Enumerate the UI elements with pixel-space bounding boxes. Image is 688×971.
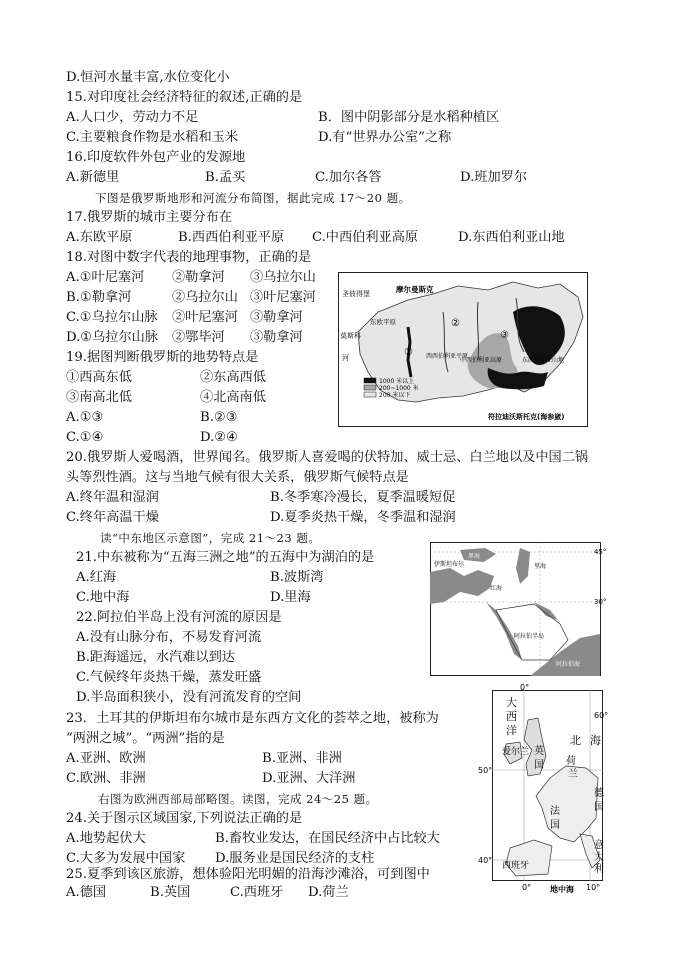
label-atlantic-2: 西 (506, 710, 517, 723)
label-atlantic-3: 洋 (506, 724, 517, 737)
label-nl-2: 兰 (568, 769, 578, 780)
q22-stem: 22.阿拉伯半岛上没有河流的原因是 (76, 610, 282, 625)
q19-statement-3: ③南高北低 (66, 390, 132, 405)
q21-option-d: D.里海 (270, 590, 311, 605)
q22-option-a: A.没有山脉分布，不易发育河流 (76, 630, 262, 645)
q18-option-b-1: B.①勒拿河 (66, 290, 132, 305)
q25-option-b: B.英国 (150, 885, 191, 900)
q20-option-c: C.终年高温干燥 (66, 510, 159, 525)
label-lon-0-top: 0° (520, 683, 530, 692)
q24-option-c: C.大多为发展中国家 (66, 851, 186, 866)
label-central-siberian-plateau: 中西伯利亚高原 (460, 357, 503, 364)
q17-option-d: D.东西伯利亚山地 (458, 230, 565, 245)
label-caspian: 里海 (534, 563, 547, 570)
legend-swatch-low (364, 392, 376, 397)
label-east-european-plain: 东欧平原 (370, 318, 396, 326)
label-st-petersburg: 圣彼得堡 (342, 290, 370, 298)
q18-option-c-3: ③勒拿河 (250, 310, 303, 325)
q19-option-b: B.②③ (200, 410, 238, 425)
label-atlantic-1: 大 (506, 696, 517, 709)
q15-option-a: A.人口少，劳动力不足 (66, 110, 199, 125)
label-lat-30: 30° (594, 598, 607, 606)
label-de-1: 德 (594, 788, 604, 799)
q18-option-b-3: ③叶尼塞河 (250, 290, 316, 305)
legend-low: 200 米以下 (379, 392, 411, 399)
intro-17-20: 下图是俄罗斯地形和河流分布简图，据此完成 17～20 题。 (95, 191, 411, 205)
q19-statement-2: ②东高西低 (200, 370, 266, 385)
q18-option-a-3: ③乌拉尔山 (250, 270, 316, 285)
label-it-3: 利 (594, 864, 604, 875)
q19-option-a: A.①③ (66, 410, 104, 425)
q17-option-a: A.东欧平原 (66, 230, 133, 245)
q25-option-a: A.德国 (66, 885, 107, 900)
q25-stem: 25.夏季到该区旅游，想体验阳光明媚的沿海沙滩浴，可到图中 (66, 867, 430, 882)
q22-option-b: B.距海遥远，水汽难以到达 (76, 650, 235, 665)
label-lat-40: 40° (478, 856, 493, 865)
legend-high: 1000 米以上 (379, 378, 415, 385)
q16-stem: 16.印度软件外包产业的发源地 (66, 150, 246, 165)
label-vladivostok: 符拉迪沃斯托克(海参崴) (488, 413, 565, 421)
label-nl-1: 荷 (566, 756, 576, 767)
q16-option-d: D.班加罗尔 (460, 170, 528, 185)
legend-mid: 200~1000 米 (379, 385, 419, 392)
q17-option-c: C.中西伯利亚高原 (312, 230, 419, 245)
legend-swatch-high (364, 378, 376, 383)
label-uk-2: 国 (534, 760, 544, 771)
label-red-sea: 红海 (490, 585, 503, 592)
label-lon-0: 0° (522, 883, 532, 892)
label-istanbul: 伊斯坦布尔 (434, 561, 465, 568)
label-moscow: 莫斯科 (340, 332, 361, 340)
intro-21-23: 读“中东地区示意图”，完成 21～23 题。 (100, 531, 321, 545)
q24-option-b: B.畜牧业发达，在国民经济中占比较大 (215, 831, 440, 846)
label-ireland: 爱尔兰 (502, 747, 530, 757)
q23-option-c: C.欧洲、非洲 (66, 771, 146, 786)
q20-option-d: D.夏季炎热干燥，冬季温和湿润 (270, 510, 456, 525)
label-mediterranean: 地中海 (550, 885, 574, 894)
label-lon-10: 10° (586, 883, 601, 892)
q17-stem: 17.俄罗斯的城市主要分布在 (66, 210, 233, 225)
middle-east-map (430, 542, 608, 686)
q18-option-b-2: ②乌拉尔山 (172, 290, 238, 305)
label-uk-1: 英 (534, 746, 544, 757)
label-lat-60: 60° (594, 711, 609, 720)
q18-option-c-1: C.①乌拉尔山脉 (66, 310, 158, 325)
label-fr-1: 法 (550, 806, 560, 817)
q17-option-b: B.西西伯利亚平原 (178, 230, 285, 245)
label-lat-45: 45° (594, 548, 607, 556)
q21-option-a: A.红海 (76, 570, 117, 585)
q19-option-c: C.①④ (66, 430, 104, 445)
q16-option-b: B.孟买 (205, 170, 246, 185)
q14-option-d: D.恒河水量丰富,水位变化小 (66, 70, 230, 85)
q23-option-a: A.亚洲、欧洲 (66, 751, 146, 766)
q15-option-c: C.主要粮食作物是水稻和玉米 (66, 130, 239, 145)
q19-stem: 19.据图判断俄罗斯的地势特点是 (66, 350, 259, 365)
q15-option-b: B．图中阴影部分是水稻种植区 (318, 110, 500, 125)
europe-map (476, 678, 612, 900)
intro-24-25: 右图为欧洲西部局部略图。读图，完成 24～25 题。 (98, 792, 378, 806)
q24-option-d: D.服务业是国民经济的支柱 (215, 851, 375, 866)
q19-option-d: D.②④ (200, 430, 238, 445)
europe-map-figure (476, 678, 612, 900)
label-east-siberian-mountains: 东西伯利亚山地 (522, 357, 565, 364)
q18-option-a-2: ②勒拿河 (172, 270, 225, 285)
q21-option-b: B.波斯湾 (270, 570, 324, 585)
q19-statement-1: ①西高东低 (66, 370, 132, 385)
label-it-1: 意 (594, 840, 604, 851)
label-fr-2: 国 (550, 820, 560, 831)
q23-stem-line1: 23．土耳其的伊斯坦布尔城市是东西方文化的荟萃之地，被称为 (66, 711, 439, 726)
russia-map-figure (338, 272, 588, 427)
label-black-sea: 黑海 (468, 553, 481, 560)
q20-stem-line2: 头等烈性酒。这与当地气候有很大关系，俄罗斯气候特点是 (66, 470, 409, 485)
label-arabia: 阿拉伯半岛 (514, 633, 545, 640)
q21-option-c: C.地中海 (76, 590, 130, 605)
q18-option-a-1: A.①叶尼塞河 (66, 270, 145, 285)
russia-map (338, 272, 588, 427)
q20-option-a: A.终年温和湿润 (66, 490, 159, 505)
q24-option-a: A.地势起伏大 (66, 831, 146, 846)
q16-option-a: A.新德里 (66, 170, 120, 185)
label-lat-50: 50° (478, 766, 493, 775)
marker-2: ② (451, 318, 460, 329)
q18-option-c-2: ②叶尼塞河 (172, 310, 238, 325)
q18-option-d-1: D.①乌拉尔山脉 (66, 330, 159, 345)
q15-option-d: D.有“世界办公室”之称 (318, 130, 452, 145)
label-north-1: 北 (570, 734, 581, 747)
marker-3: ③ (500, 330, 509, 341)
q23-option-d: D.亚洲、大洋洲 (262, 771, 356, 786)
label-it-2: 大 (594, 852, 604, 863)
q18-option-d-2: ②鄂毕河 (172, 330, 225, 345)
label-river: 河 (342, 354, 349, 362)
label-arabian-sea: 阿拉伯海 (556, 661, 581, 668)
q25-option-d: D.荷兰 (308, 885, 349, 900)
q15-stem: 15.对印度社会经济特征的叙述,正确的是 (66, 90, 303, 105)
q18-stem: 18.对图中数字代表的地理事物，正确的是 (66, 250, 312, 265)
q20-option-b: B.冬季寒冷漫长，夏季温暖短促 (270, 490, 456, 505)
label-murmansk: 摩尔曼斯克 (396, 285, 434, 294)
q25-option-c: C.西班牙 (230, 885, 284, 900)
q19-statement-4: ④北高南低 (200, 390, 266, 405)
q23-stem-line2: “两洲之城”。“两洲”指的是 (66, 731, 225, 746)
label-west-siberian-plain: 西西伯利亚平原 (426, 353, 469, 360)
label-spain: 西班牙 (502, 861, 530, 871)
label-de-2: 国 (594, 802, 604, 813)
q16-option-c: C.加尔各答 (315, 170, 382, 185)
legend-swatch-mid (364, 385, 376, 390)
q24-stem: 24.关于图示区域国家,下列说法正确的是 (66, 811, 303, 826)
label-north-2: 海 (590, 734, 601, 747)
q18-option-d-3: ③勒拿河 (250, 330, 303, 345)
q22-option-c: C.气候终年炎热干燥，蒸发旺盛 (76, 670, 262, 685)
q22-option-d: D.半岛面积狭小，没有河流发育的空间 (76, 690, 302, 705)
q21-stem: 21.中东被称为“五海三洲之地”的五海中为湖泊的是 (76, 550, 375, 565)
middle-east-map-figure (430, 542, 608, 686)
marker-1: ① (404, 347, 413, 358)
q20-stem-line1: 20.俄罗斯人爱喝酒，世界闻名。俄罗斯人喜爱喝的伏特加、威士忌、白兰地以及中国二锅 (66, 450, 589, 465)
q23-option-b: B.亚洲、非洲 (262, 751, 342, 766)
